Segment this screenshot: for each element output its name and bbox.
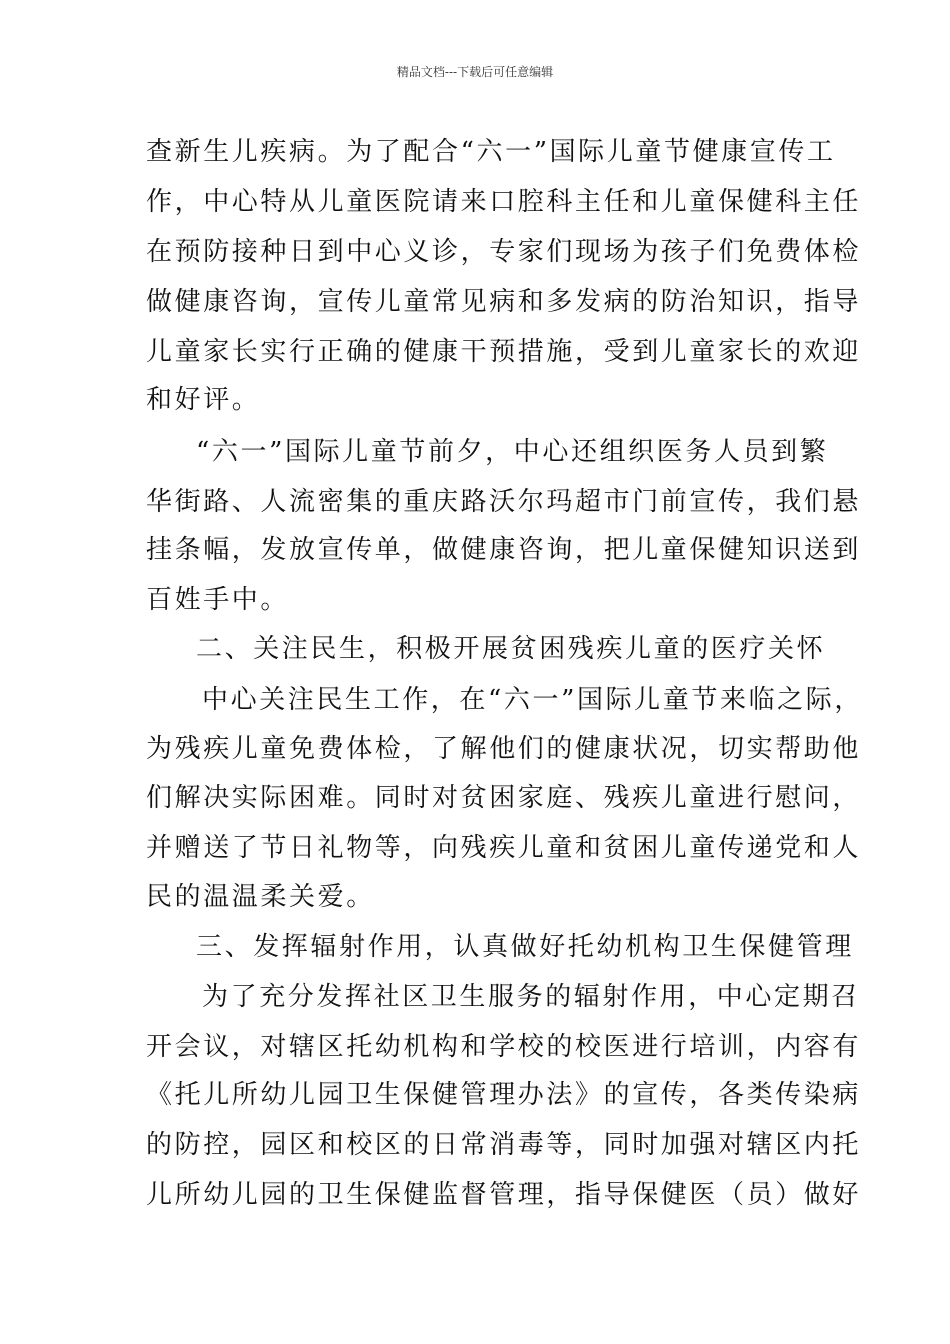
body-line: 中心关注民生工作，在“六一”国际儿童节来临之际， [202,685,863,715]
body-line: 为残疾儿童免费体检，了解他们的健康状况，切实帮助他 [146,734,862,764]
body-line: 在预防接种日到中心义诊，专家们现场为孩子们免费体检 [146,237,862,267]
body-line: 的防控，园区和校区的日常消毒等，同时加强对辖区内托 [146,1130,862,1160]
body-line: 做健康咨询，宣传儿童常见病和多发病的防治知识，指导 [146,287,862,317]
body-line: 挂条幅，发放宣传单，做健康咨询，把儿童保健知识送到 [146,535,862,565]
body-line: 民的温温柔关爱。 [146,882,375,912]
body-line: 百姓手中。 [146,585,290,615]
body-line: 们解决实际困难。同时对贫困家庭、残疾儿童进行慰问， [146,783,862,813]
body-line: 查新生儿疾病。为了配合“六一”国际儿童节健康宣传工 [146,137,836,167]
body-line: 和好评。 [146,385,261,415]
body-line: 儿所幼儿园的卫生保健监督管理，指导保健医（员）做好 [146,1180,862,1210]
body-line: 并赠送了节日礼物等，向残疾儿童和贫困儿童传递党和人 [146,833,862,863]
body-line: “六一”国际儿童节前夕，中心还组织医务人员到繁 [196,437,829,467]
page-header: 精品文档---下载后可任意编辑 [396,65,554,79]
body-line: 为了充分发挥社区卫生服务的辐射作用，中心定期召 [202,982,860,1012]
body-line: 作，中心特从儿童医院请来口腔科主任和儿童保健科主任 [146,187,862,217]
section-heading: 二、关注民生，积极开展贫困残疾儿童的医疗关怀 [196,634,826,664]
body-line: 儿童家长实行正确的健康干预措施，受到儿童家长的欢迎 [146,337,862,367]
body-line: 华街路、人流密集的重庆路沃尔玛超市门前宣传，我们悬 [146,487,862,517]
body-line: 开会议，对辖区托幼机构和学校的校医进行培训，内容有 [146,1032,862,1062]
body-line: 《托儿所幼儿园卫生保健管理办法》的宣传，各类传染病 [146,1080,862,1110]
section-heading: 三、发挥辐射作用，认真做好托幼机构卫生保健管理 [196,932,854,962]
